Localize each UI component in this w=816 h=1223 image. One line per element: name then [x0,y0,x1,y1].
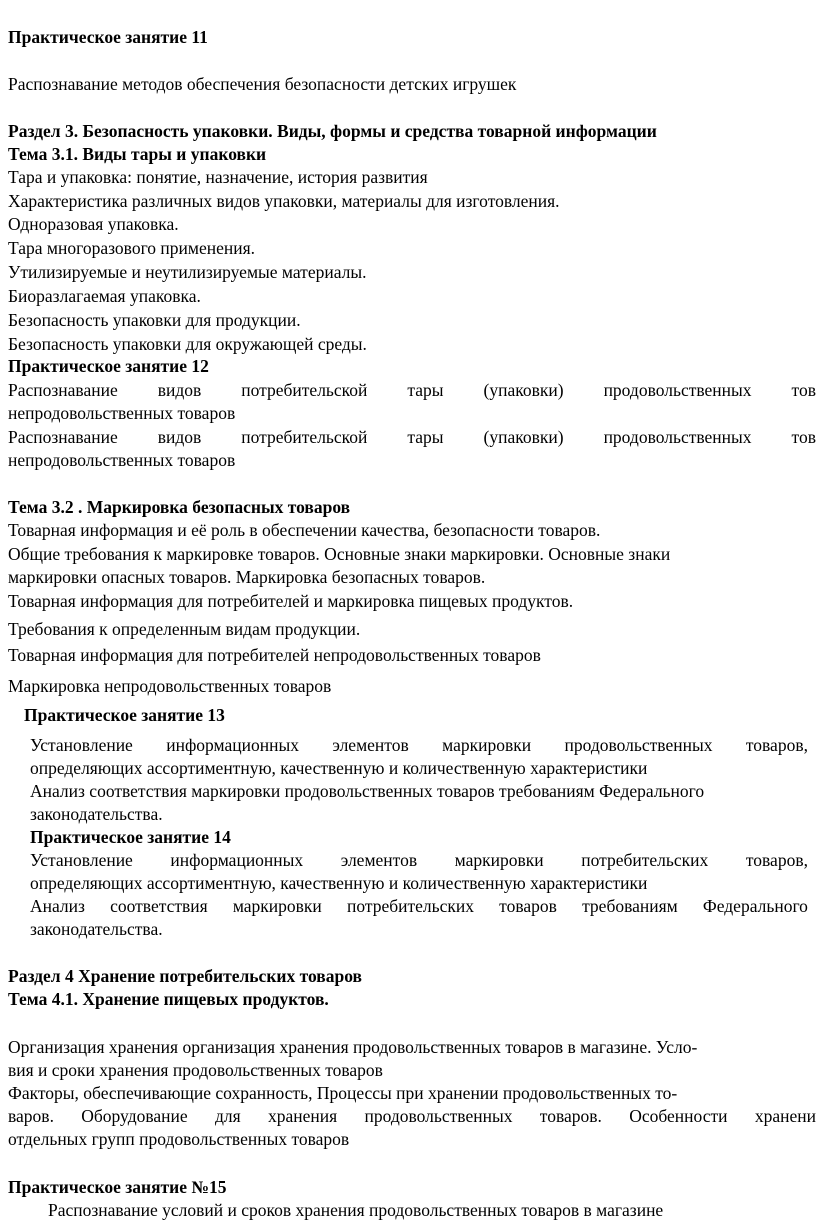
topic41-title: Тема 4.1. Хранение пищевых продуктов. [8,989,329,1009]
section4-heading: Раздел 4 Хранение потребительских товаров [8,966,362,986]
prac13-word: товаров, [745,735,808,755]
topic32-item: Товарная информация для потребителей и маркировка пищевых продуктов. [8,591,574,611]
topic32-item: Общие требования к маркировке товаров. Основные знаки маркировки. Основные знаки [8,544,671,564]
prac14-word: требованиям [582,896,678,916]
prac12-line1-cont: непродовольственных товаров [8,403,236,423]
prac13-word: элементов [332,735,409,755]
prac14-word: потребительских [581,850,709,870]
topic31-item: Утилизируемые и неутилизируемые материалы. [8,262,367,282]
prac14-line2: определяющих ассортиментную, качественную и количественную характеристики [30,873,648,893]
prac12-word: продовольственных [603,427,752,447]
prac14-word: товаров [499,896,557,916]
prac14-word: элементов [340,850,418,870]
prac12-word: видов [157,380,202,400]
prac12-word: тов [791,380,816,400]
prac12-word: потребительской [241,380,368,400]
prac12-word: (упаковки) [483,427,564,447]
prac12-word: видов [157,427,202,447]
topic31-title: Тема 3.1. Виды тары и упаковки [8,144,267,164]
prac12-word: продовольственных [603,380,752,400]
prac14-word: маркировки [232,896,322,916]
section4-para1-line2: вия и сроки хранения продовольственных товаров [8,1060,383,1080]
prac13-word: продовольственных [564,735,713,755]
topic32-item: Требования к определенным видам продукции. [8,619,361,639]
para2-word: хранени [754,1106,816,1126]
prac13-line1 [30,734,808,756]
prac14-word: Федерального [702,896,808,916]
section4-para2-line2 [8,1105,816,1127]
prac13-word: маркировки [442,735,532,755]
topic32-item: маркировки опасных товаров. Маркировка безопасных товаров. [8,567,486,587]
topic32-item: Маркировка непродовольственных товаров [8,676,332,696]
prac14-word: Установление [30,850,133,870]
para2-word: товаров. [539,1106,602,1126]
prac13-word: информационных [166,735,299,755]
prac12-line2 [8,426,816,448]
prac13-line4: законодательства. [30,804,163,824]
prac12-title: Практическое занятие 12 [8,356,209,376]
prac15-title: Практическое занятие №15 [8,1177,227,1197]
topic32-item: Товарная информация для потребителей непродовольственных товаров [8,645,541,665]
prac12-word: тары [407,427,444,447]
topic32-item: Товарная информация и её роль в обеспечении качества, безопасности товаров. [8,520,601,540]
prac12-line1 [8,379,816,401]
section4-para1-line1: Организация хранения организация хранения продовольственных товаров в магазине. Усло- [8,1037,698,1057]
section3-heading: Раздел 3. Безопасность упаковки. Виды, формы и средства товарной информации [8,121,657,141]
prac12-word: Распознавание [8,427,118,447]
prac14-word: потребительских [346,896,475,916]
para2-word: варов. [8,1106,54,1126]
section4-para2-line3: отдельных групп продовольственных товаров [8,1129,350,1149]
prac13-word: Установление [30,735,133,755]
prac13-line2: определяющих ассортиментную, качественную и количественную характеристики [30,758,648,778]
prac14-line3 [30,895,808,917]
prac14-word: товаров, [745,850,808,870]
prac13-line3: Анализ соответствия маркировки продовольственных товаров требованиям Федерального [30,781,705,801]
prac12-word: Распознавание [8,380,118,400]
prac15-line1: Распознавание условий и сроков хранения продовольственных товаров в магазине [48,1200,664,1220]
para2-word: хранения [267,1106,338,1126]
prac12-word: потребительской [241,427,368,447]
topic31-item: Безопасность упаковки для продукции. [8,310,301,330]
prac14-line4: законодательства. [30,919,163,939]
prac13-title: Практическое занятие 13 [24,705,225,725]
topic31-item: Характеристика различных видов упаковки, материалы для изготовления. [8,191,560,211]
prac14-word: маркировки [454,850,544,870]
topic31-item: Тара и упаковка: понятие, назначение, история развития [8,167,428,187]
para2-word: продовольственных [364,1106,513,1126]
topic32-title: Тема 3.2 . Маркировка безопасных товаров [8,497,351,517]
prac14-title: Практическое занятие 14 [30,827,231,847]
topic31-item: Тара многоразового применения. [8,238,256,258]
prac12-word: (упаковки) [483,380,564,400]
para2-word: Особенности [629,1106,728,1126]
prac14-word: Анализ [30,896,85,916]
section4-para2-line1: Факторы, обеспечивающие сохранность, Процессы при хранении продовольственных то- [8,1083,678,1103]
prac12-line2-cont: непродовольственных товаров [8,450,236,470]
para2-word: для [214,1106,241,1126]
topic31-item: Одноразовая упаковка. [8,214,179,234]
prac11-subtitle: Распознавание методов обеспечения безопасности детских игрушек [8,74,517,94]
prac14-word: соответствия [110,896,208,916]
topic31-item: Биоразлагаемая упаковка. [8,286,201,306]
para2-word: Оборудование [81,1106,188,1126]
prac11-title: Практическое занятие 11 [8,27,208,47]
prac14-line1 [30,849,808,871]
prac12-word: тары [407,380,444,400]
prac12-word: тов [791,427,816,447]
prac14-word: информационных [170,850,304,870]
topic31-item: Безопасность упаковки для окружающей среды. [8,334,367,354]
